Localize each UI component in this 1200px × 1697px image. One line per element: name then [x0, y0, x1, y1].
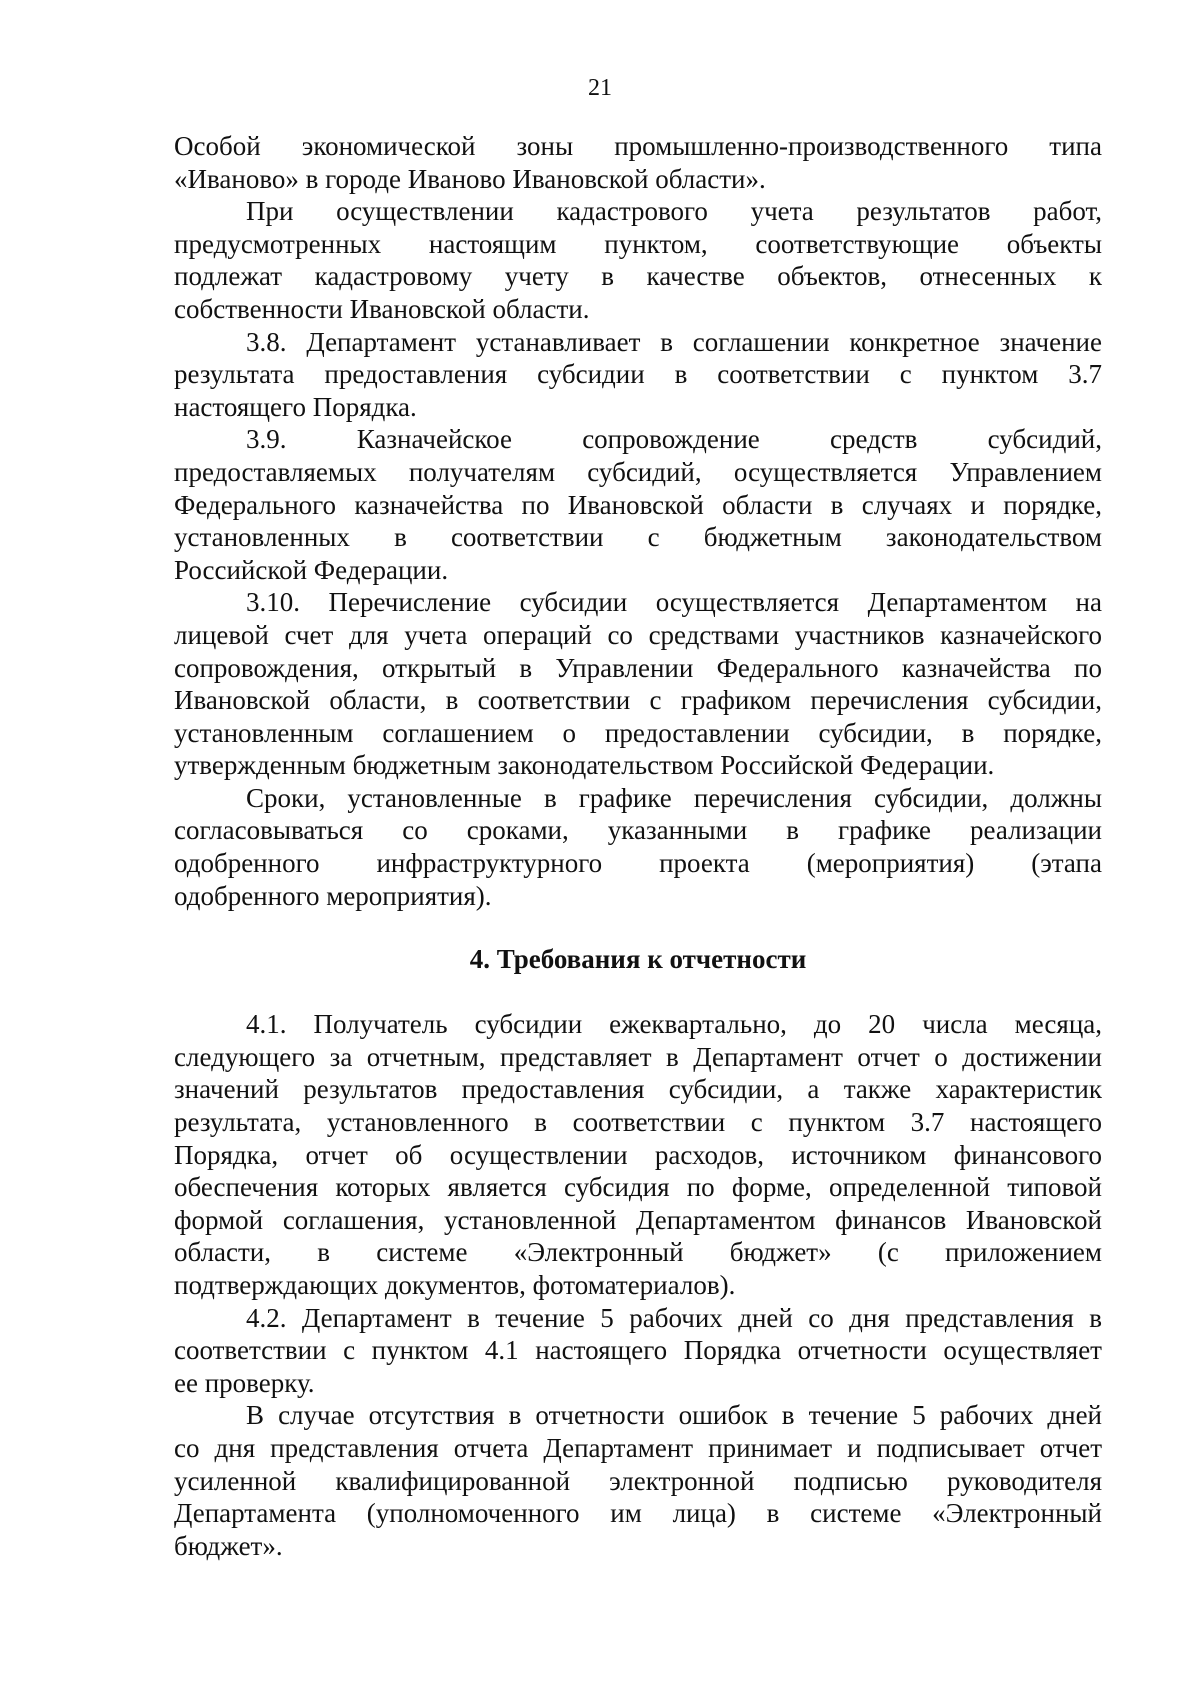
text-line: Сроки, установленные в графике перечисления субсидии, должны: [246, 782, 1102, 813]
text-line: лицевой счет для учета операций со средствами участников казначейского: [174, 619, 1102, 650]
section-heading: 4. Требования к отчетности: [469, 944, 807, 975]
text-line: сопровождения, открытый в Управлении Федерального казначейства по: [174, 652, 1102, 683]
text-line: Ивановской области, в соответствии с графиком перечисления субсидии,: [174, 685, 1102, 716]
text-line: Российской Федерации.: [174, 554, 449, 585]
text-line: Федерального казначейства по Ивановской области в случаях и порядке,: [174, 489, 1102, 520]
text-line: подтверждающих документов, фотоматериалов).: [174, 1270, 736, 1300]
text-line: «Иваново» в городе Иваново Ивановской области».: [174, 163, 766, 194]
text-line: значений результатов предоставления субсидии, а также характеристик: [174, 1074, 1102, 1105]
text-line: области, в системе «Электронный бюджет» (с приложением: [174, 1237, 1102, 1268]
text-line: установленных в соответствии с бюджетным законодательством: [174, 522, 1102, 553]
section-3-continuation: [174, 130, 1102, 912]
text-line: согласовываться со сроками, указанными в графике реализации: [174, 815, 1102, 846]
text-line: бюджет».: [174, 1530, 283, 1561]
text-line: настоящего Порядка.: [174, 391, 417, 422]
text-line: установленным соглашением о предоставлении субсидии, в порядке,: [174, 717, 1102, 748]
text-line: Особой экономической зоны промышленно-производственного типа: [174, 131, 1102, 161]
text-line: В случае отсутствия в отчетности ошибок в течение 5 рабочих дней: [246, 1400, 1102, 1431]
text-line: со дня представления отчета Департамент принимает и подписывает отчет: [174, 1432, 1102, 1463]
text-line: предусмотренных настоящим пунктом, соответствующие объекты: [174, 228, 1102, 259]
text-line: следующего за отчетным, представляет в Департамент отчет о достижении: [174, 1041, 1102, 1072]
text-line: ее проверку.: [174, 1367, 315, 1398]
text-line: 4.1. Получатель субсидии ежеквартально, до 20 числа месяца,: [246, 1009, 1102, 1040]
page-number: 21: [588, 75, 612, 101]
text-line: результата, установленного в соответствии с пунктом 3.7 настоящего: [174, 1107, 1102, 1138]
section-4-body: [174, 1008, 1102, 1562]
text-line: 3.10. Перечисление субсидии осуществляется Департаментом на: [246, 587, 1102, 618]
text-line: результата предоставления субсидии в соответствии с пунктом 3.7: [174, 359, 1102, 390]
text-line: 4.2. Департамент в течение 5 рабочих дней со дня представления в: [246, 1302, 1102, 1333]
text-line: Порядка, отчет об осуществлении расходов, источником финансового: [174, 1139, 1102, 1170]
text-line: утвержденным бюджетным законодательством Российской Федерации.: [174, 750, 995, 781]
text-line: 3.9. Казначейское сопровождение средств субсидий,: [246, 424, 1102, 455]
text-line: 3.8. Департамент устанавливает в соглашении конкретное значение: [246, 326, 1102, 357]
text-line: усиленной квалифицированной электронной подписью руководителя: [174, 1465, 1102, 1496]
text-line: подлежат кадастровому учету в качестве объектов, отнесенных к: [174, 261, 1102, 292]
text-line: формой соглашения, установленной Департаментом финансов Ивановской: [174, 1204, 1102, 1235]
text-line: одобренного инфраструктурного проекта (мероприятия) (этапа: [174, 848, 1102, 879]
text-line: Департамента (уполномоченного им лица) в системе «Электронный: [174, 1498, 1102, 1529]
text-line: обеспечения которых является субсидия по форме, определенной типовой: [174, 1172, 1102, 1203]
text-line: предоставляемых получателям субсидий, осуществляется Управлением: [174, 456, 1102, 487]
document-body: [174, 130, 1102, 1562]
text-line: одобренного мероприятия).: [174, 880, 492, 911]
text-line: соответствии с пунктом 4.1 настоящего Порядка отчетности осуществляет: [174, 1335, 1102, 1366]
text-line: При осуществлении кадастрового учета результатов работ,: [246, 196, 1102, 227]
text-line: собственности Ивановской области.: [174, 293, 590, 324]
